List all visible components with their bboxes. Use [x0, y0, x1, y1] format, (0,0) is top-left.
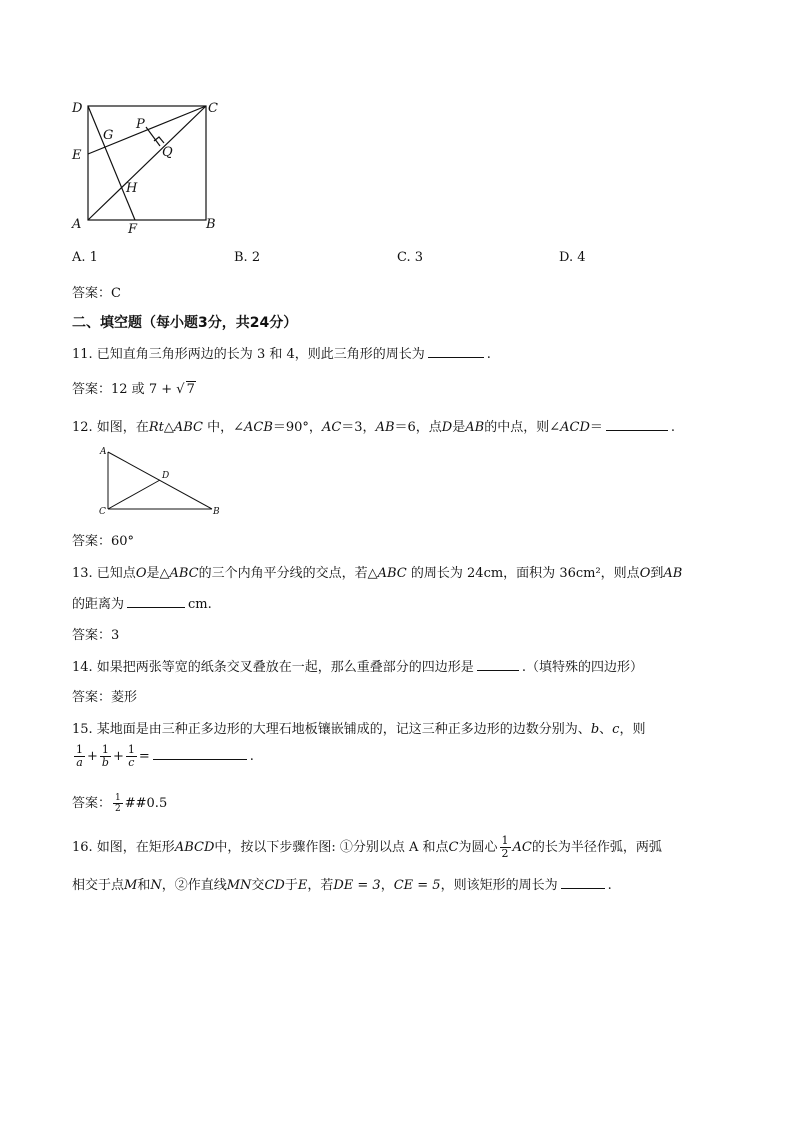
q16-part: ，若 — [307, 878, 334, 893]
q16-part: 16. 如图，在矩形 — [72, 840, 175, 855]
q16-part: 和 — [137, 878, 151, 893]
q12-ac: AC — [321, 420, 342, 435]
answer-10: 答案：C — [72, 286, 121, 301]
q16-part: 的长为半径作弧，两弧 — [531, 840, 662, 855]
frac-num: 1 — [127, 743, 135, 756]
tri-label-d: D — [162, 471, 170, 481]
q16-n: N — [150, 878, 162, 893]
section-title: 二、填空题（每小题3分，共24分） — [72, 315, 298, 331]
q13-end: cm. — [188, 597, 212, 612]
frac-den: b — [101, 756, 109, 769]
frac-den: a — [76, 756, 83, 769]
plus-sign: + — [87, 749, 98, 764]
q12-rt: Rt — [148, 420, 164, 435]
tri-label-c: C — [99, 507, 106, 517]
question-14 — [72, 656, 643, 675]
q12-ab2: AB — [465, 420, 485, 435]
q13-part: 是△ — [146, 566, 170, 581]
a15-suffix: ##0.5 — [124, 796, 168, 811]
q12-part: ＝3， — [341, 420, 376, 435]
label-g: G — [103, 128, 114, 143]
answer-14: 答案：菱形 — [72, 690, 138, 705]
q15-c: c — [612, 722, 620, 737]
a11-seven: 7 — [148, 382, 158, 397]
choice-b: B. 2 — [234, 250, 261, 265]
q14-text: 14. 如果把两张等宽的纸条交叉叠放在一起，那么重叠部分的四边形是 — [72, 660, 474, 675]
q16-part: 相交于点 — [72, 878, 125, 893]
q13-part: 的周长为 24cm，面积为 36cm²，则点 — [406, 566, 640, 581]
question-15-line2 — [72, 744, 254, 769]
answer-15 — [72, 792, 167, 814]
q16-ce: CE = 5 — [393, 878, 441, 893]
frac-num: 1 — [101, 743, 109, 756]
a15-num: 1 — [115, 793, 121, 803]
median-cd — [108, 480, 160, 509]
q14-blank — [477, 658, 519, 671]
plus-sign: + — [112, 749, 124, 764]
question-16-line1 — [72, 835, 662, 860]
q12-acb: ACB — [244, 420, 273, 435]
frac-1-over-a — [74, 744, 85, 769]
q15-end: ，则 — [619, 722, 646, 737]
q12-part: ＝90°， — [272, 420, 322, 435]
question-11 — [72, 343, 491, 362]
q16-end: . — [607, 878, 612, 893]
q16-part: ，则该矩形的周长为 — [440, 878, 558, 893]
question-13-line1 — [72, 562, 682, 581]
q16-part: 于 — [284, 878, 298, 893]
q12-part: 的中点，则∠ — [484, 420, 561, 435]
answer-11 — [72, 378, 196, 397]
q16-frac — [500, 835, 511, 860]
a15-prefix: 答案： — [72, 796, 112, 811]
q15-sep: 、 — [599, 722, 613, 737]
q16-part: ， — [380, 878, 394, 893]
q16-blank — [561, 876, 605, 889]
q12-ab: AB — [375, 420, 395, 435]
q16-ac: AC — [512, 840, 532, 855]
right-angle-mark — [154, 137, 164, 143]
choice-d: D. 4 — [559, 250, 586, 265]
frac-1-over-b — [100, 744, 111, 769]
label-h: H — [126, 181, 138, 196]
q12-part: ＝6，点 — [394, 420, 442, 435]
q12-blank — [606, 418, 668, 431]
q11-blank — [428, 345, 484, 358]
a11-plus: + — [161, 382, 173, 397]
q16-mn: MN — [226, 878, 252, 893]
triangle-figure — [96, 444, 226, 520]
a15-den: 2 — [115, 804, 121, 814]
answer-13: 答案：3 — [72, 628, 120, 643]
q13-part: 的三个内角平分线的交点，若△ — [198, 566, 378, 581]
q16-part: ，②作直线 — [161, 878, 227, 893]
q12-acd: ACD — [560, 420, 590, 435]
a11-sqrt-sign: √ — [176, 382, 185, 397]
label-b: B — [206, 217, 216, 232]
q12-part: ＝ — [589, 420, 603, 435]
q15-b: b — [590, 722, 600, 737]
q13-abc: ABC — [169, 566, 199, 581]
q12-abc: ABC — [173, 420, 203, 435]
a15-frac — [113, 793, 123, 814]
q13-o: O — [135, 566, 147, 581]
q16-m: M — [124, 878, 138, 893]
question-12 — [72, 416, 675, 435]
q14-end: .（填特殊的四边形） — [521, 660, 643, 675]
q13-o2: O — [639, 566, 651, 581]
q11-text: 11. 已知直角三角形两边的长为 3 和 4，则此三角形的周长为 — [72, 347, 425, 362]
q16-abcd: ABCD — [174, 840, 215, 855]
q16-de: DE = 3 — [333, 878, 381, 893]
q16-part: 交 — [251, 878, 265, 893]
q11-end: . — [486, 347, 491, 362]
q13-part: 到 — [650, 566, 664, 581]
line-ac — [88, 106, 206, 220]
q13-part: 13. 已知点 — [72, 566, 136, 581]
q15-period: . — [249, 749, 254, 764]
q12-part: 中，∠ — [202, 420, 244, 435]
a11-sqrt-value: 7 — [186, 382, 195, 397]
tri-label-a: A — [100, 447, 107, 457]
question-16-line2 — [72, 874, 612, 893]
question-13-line2 — [72, 593, 212, 612]
q16-c: C — [448, 840, 459, 855]
label-q: Q — [162, 145, 173, 160]
answer-12: 答案：60° — [72, 534, 135, 549]
q13-line2: 的距离为 — [72, 597, 125, 612]
line-pq — [146, 127, 160, 146]
label-p: P — [136, 117, 145, 132]
q12-part: 12. 如图，在 — [72, 420, 149, 435]
frac-num: 1 — [76, 743, 83, 756]
label-c: C — [208, 101, 218, 116]
q13-blank — [127, 595, 185, 608]
label-a: A — [72, 217, 82, 232]
q13-ab: AB — [663, 566, 683, 581]
frac-1-over-c — [126, 744, 137, 769]
a11-prefix: 答案：12 或 — [72, 382, 145, 397]
choice-c: C. 3 — [397, 250, 424, 265]
frac-den: c — [128, 756, 135, 769]
q13-abc2: ABC — [377, 566, 407, 581]
square-figure — [66, 96, 226, 238]
q16-cd: CD — [264, 878, 285, 893]
q16-part: 中，按以下步骤作图: ①分别以点 A 和点 — [214, 840, 449, 855]
q16-e: E — [297, 878, 308, 893]
question-15-line1 — [72, 718, 645, 737]
q12-part: △ — [163, 420, 174, 435]
label-f: F — [128, 222, 138, 237]
q15-text: 15. 某地面是由三种正多边形的大理石地板镶嵌铺成的，记这三种正多边形的边数分别为、 — [72, 722, 591, 737]
label-e: E — [72, 148, 82, 163]
line-df — [88, 106, 135, 220]
q12-part: 是 — [452, 420, 466, 435]
q12-d: D — [441, 420, 453, 435]
q16-part: 为圆心 — [458, 840, 498, 855]
q16-frac-den: 2 — [501, 847, 509, 860]
equals-sign: = — [138, 749, 150, 764]
label-d: D — [72, 101, 83, 116]
q12-end: . — [670, 420, 676, 435]
choice-a: A. 1 — [72, 250, 98, 265]
tri-label-b: B — [213, 507, 220, 517]
q15-blank — [153, 747, 247, 760]
q16-frac-num: 1 — [501, 834, 509, 847]
